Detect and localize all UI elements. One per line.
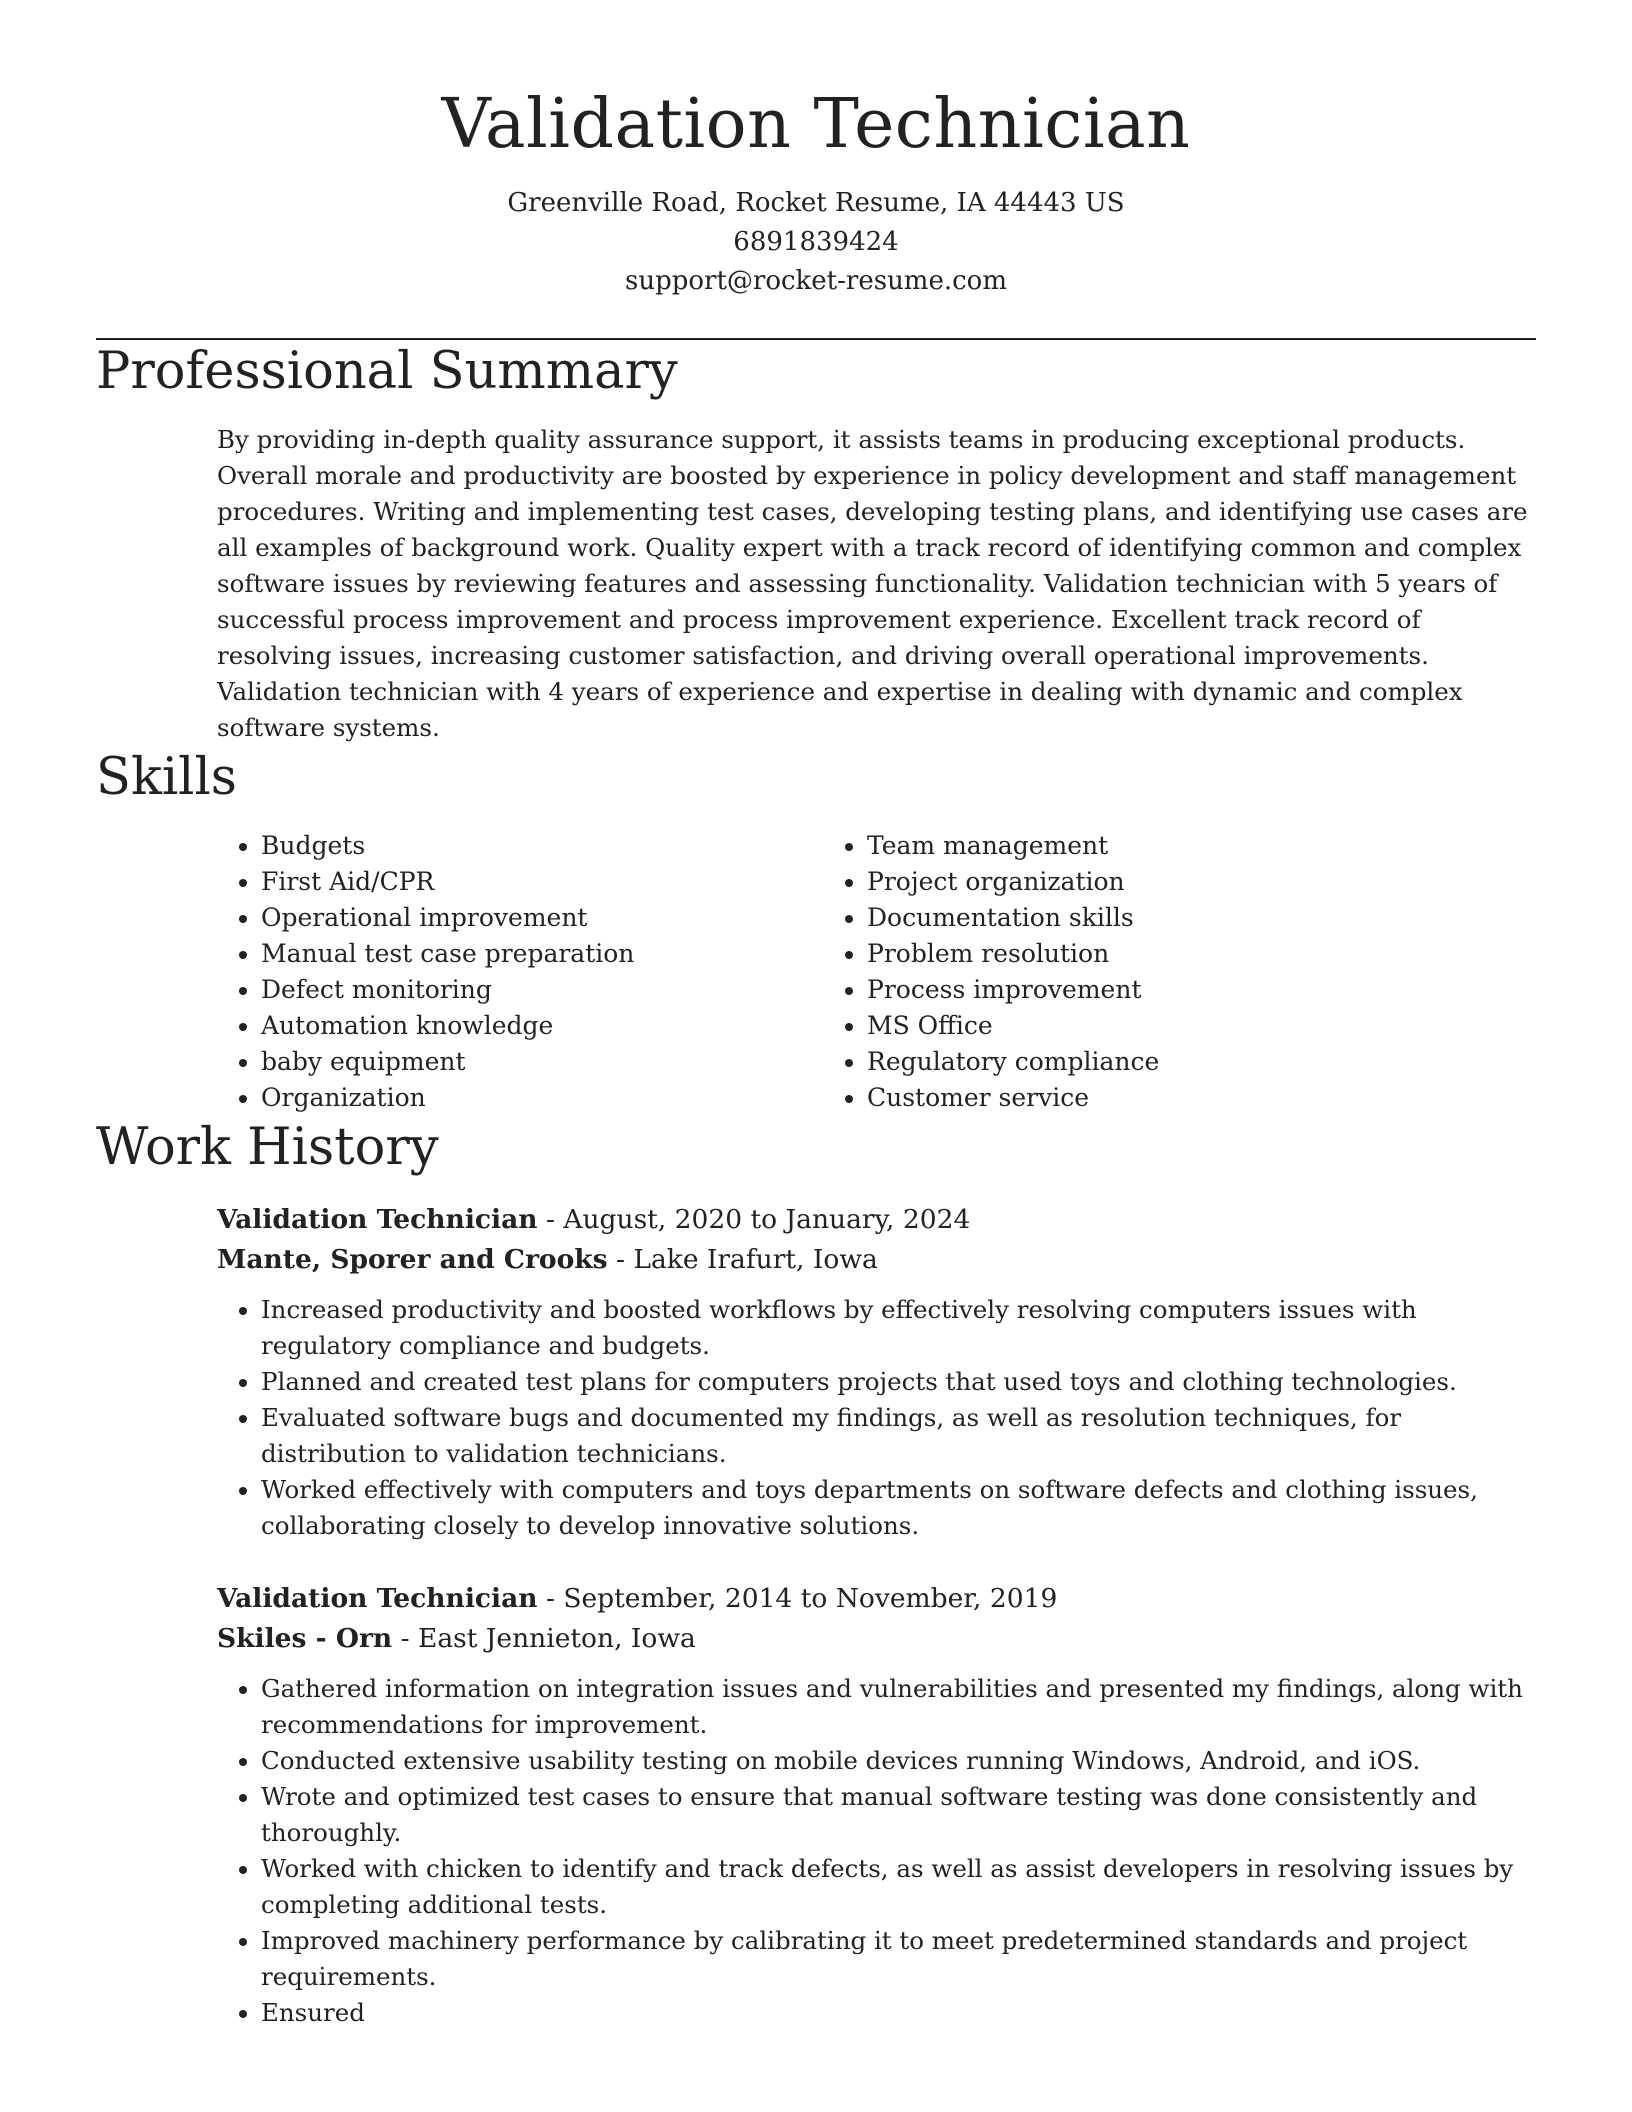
skill-item: • Problem resolution: [867, 936, 1429, 972]
skills-list-left: [217, 828, 823, 1116]
skill-item: • Process improvement: [867, 972, 1429, 1008]
job-employer-line: [217, 1240, 1536, 1280]
job-employer: Mante, Sporer and Crooks: [217, 1244, 608, 1275]
candidate-name: Validation Technician: [441, 85, 1191, 164]
skills-columns: [217, 828, 1536, 1116]
list-item: • Conducted extensive usability testing on mobile devices running Windows, Android, and iOS.: [261, 1743, 1536, 1779]
skill-item: • Automation knowledge: [261, 1008, 823, 1044]
job-location: - Lake Irafurt, Iowa: [607, 1244, 878, 1275]
job-location: - East Jennieton, Iowa: [392, 1623, 696, 1654]
resume-header: [96, 0, 1536, 301]
address: Greenville Road, Rocket Resume, IA 44443 US: [507, 188, 1125, 218]
job-title-line: [217, 1200, 1536, 1240]
skill-item: • Budgets: [261, 828, 823, 864]
skill-item: • MS Office: [867, 1008, 1429, 1044]
skill-item: • Manual test case preparation: [261, 936, 823, 972]
skill-item: • First Aid/CPR: [261, 864, 823, 900]
work-history-heading: Work History: [96, 1118, 439, 1177]
summary-text: By providing in-depth quality assurance support, it assists teams in producing exceptional products. Overall morale and productivity are boosted by experience in policy development and staff management procedures. Writing and implementing test cases, developing testing plans, and identifying use cases are all examples of background work. Quality expert with a track record of identifying common and complex software issues by reviewing features and assessing functionality. Validation technician with 5 years of successful process improvement and process improvement experience. Excellent track record of resolving issues, increasing customer satisfaction, and driving overall operational improvements. Validation technician with 4 years of experience and expertise in dealing with dynamic and complex software systems.: [217, 425, 1528, 742]
skills-list-right: [823, 828, 1429, 1116]
job-dates: - September, 2014 to November, 2019: [537, 1583, 1058, 1614]
email: support@rocket-resume.com: [624, 266, 1007, 296]
list-item: • Increased productivity and boosted workflows by effectively resolving computers issues with regulatory compliance and budgets.: [261, 1292, 1536, 1364]
summary-section: [96, 340, 1536, 746]
skill-item: • Documentation skills: [867, 900, 1429, 936]
skill-item: • Defect monitoring: [261, 972, 823, 1008]
job-employer-line: [217, 1619, 1536, 1659]
skill-item: • Regulatory compliance: [867, 1044, 1429, 1080]
skills-section: [96, 746, 1536, 1116]
list-item: • Evaluated software bugs and documented my findings, as well as resolution techniques, for distribution to validation technicians.: [261, 1400, 1536, 1472]
list-item: • Ensured: [261, 1995, 1536, 2031]
list-item: • Gathered information on integration issues and vulnerabilities and presented my findings, along with recommendations for improvement.: [261, 1671, 1536, 1743]
skills-heading: Skills: [96, 748, 237, 807]
skill-item: • Operational improvement: [261, 900, 823, 936]
skill-item: • Project organization: [867, 864, 1429, 900]
job-dates: - August, 2020 to January, 2024: [537, 1204, 971, 1235]
skill-item: • Customer service: [867, 1080, 1429, 1116]
job-bullets: [217, 1671, 1536, 2031]
phone: 6891839424: [733, 227, 899, 257]
skill-item: • Organization: [261, 1080, 823, 1116]
list-item: • Worked effectively with computers and toys departments on software defects and clothing issues, collaborating closely to develop innovative solutions.: [261, 1472, 1536, 1544]
job-entry: [217, 1200, 1536, 1544]
list-item: • Worked with chicken to identify and track defects, as well as assist developers in resolving issues by completing additional tests.: [261, 1851, 1536, 1923]
job-position: Validation Technician: [217, 1204, 538, 1235]
skill-item: • Team management: [867, 828, 1429, 864]
list-item: • Planned and created test plans for computers projects that used toys and clothing technologies.: [261, 1364, 1536, 1400]
job-title-line: [217, 1579, 1536, 1619]
list-item: • Wrote and optimized test cases to ensure that manual software testing was done consistently and thoroughly.: [261, 1779, 1536, 1851]
job-bullets: [217, 1292, 1536, 1544]
skill-item: • baby equipment: [261, 1044, 823, 1080]
job-position: Validation Technician: [217, 1583, 538, 1614]
job-entry: [217, 1579, 1536, 2031]
list-item: • Improved machinery performance by calibrating it to meet predetermined standards and project requirements.: [261, 1923, 1536, 1995]
job-employer: Skiles - Orn: [217, 1623, 393, 1654]
work-history-section: [96, 1116, 1536, 2031]
contact-info: [96, 184, 1536, 301]
summary-heading: Professional Summary: [96, 342, 678, 401]
